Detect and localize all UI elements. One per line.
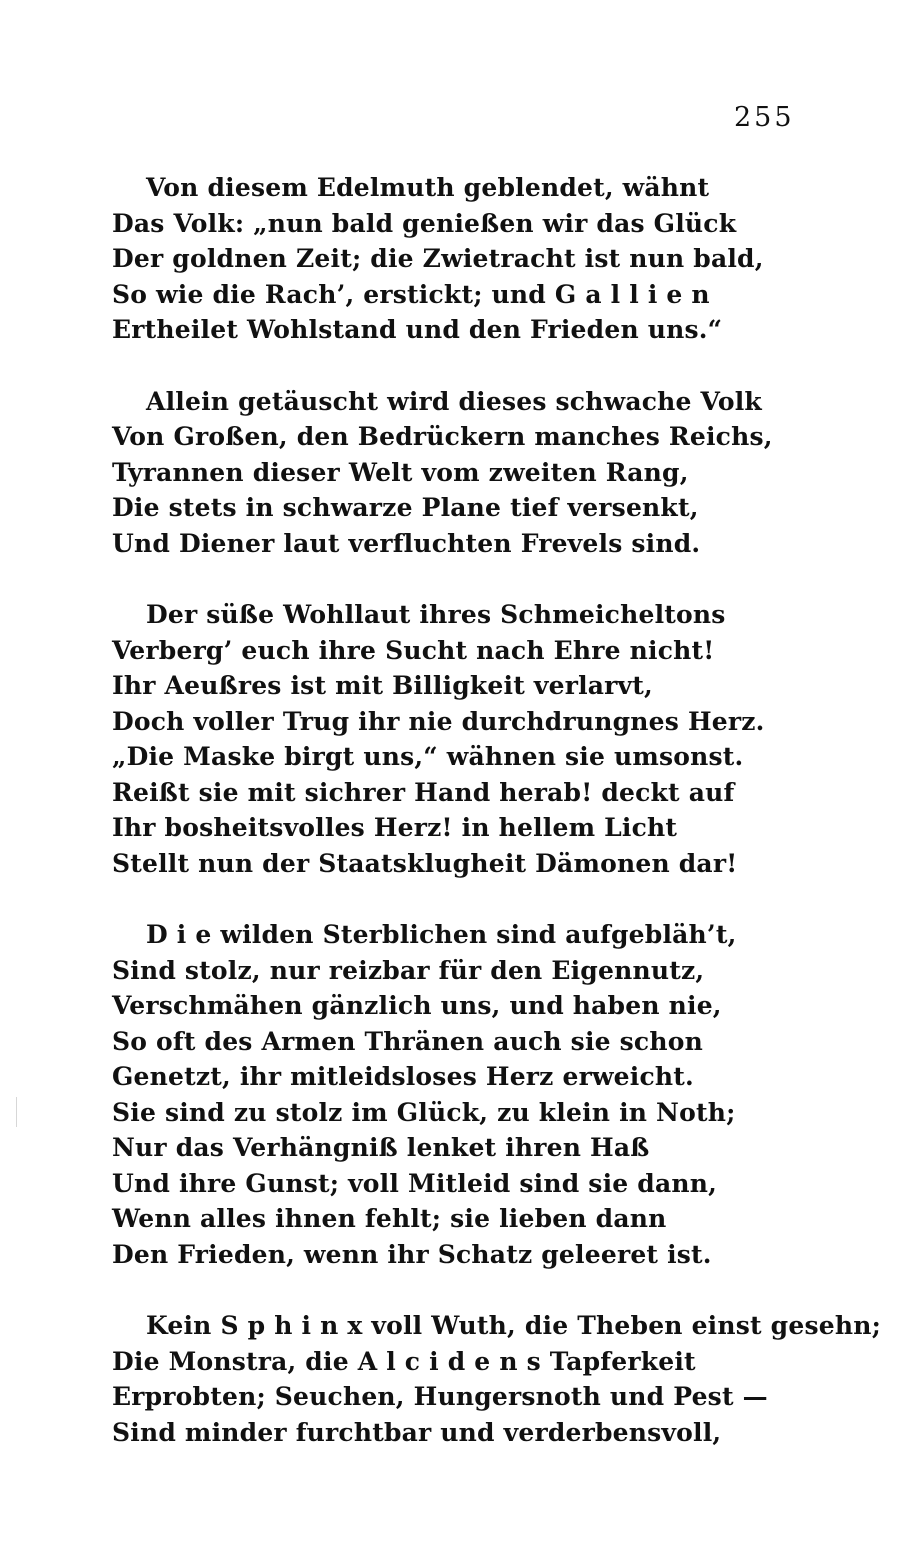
- stanza-3-line-1: Der süße Wohllaut ihres Schmeicheltons: [146, 600, 726, 629]
- stanza-5-line-4: Sind minder furchtbar und verderbensvoll,: [112, 1417, 722, 1447]
- stanza-3-line-7: Ihr bosheitsvolles Herz! in hellem Licht: [112, 813, 678, 842]
- stanza-5: [112, 1308, 882, 1450]
- stanza-1: [112, 170, 842, 348]
- stanza-4-line-2: Sind stolz, nur reizbar für den Eigennutz,: [112, 955, 705, 985]
- stanza-4-line-8: Und ihre Gunst; voll Mitleid sind sie dann,: [112, 1168, 718, 1198]
- stanza-5-line-1: Kein S p h i n x voll Wuth, die Theben einst gesehn;: [146, 1311, 882, 1340]
- stanza-gap: [112, 561, 842, 597]
- stanza-3-line-5: „Die Maske birgt uns,“ wähnen sie umsonst.: [112, 742, 744, 771]
- stanza-2-line-1: Allein getäuscht wird dieses schwache Volk: [146, 386, 762, 416]
- stanza-3-line-6: Reißt sie mit sichrer Hand herab! deckt auf: [112, 777, 735, 807]
- stanza-2-line-4: Die stets in schwarze Plane tief versenkt,: [112, 493, 699, 522]
- faint-margin-mark: [16, 1097, 17, 1127]
- stanza-3-line-8: Stellt nun der Staatsklugheit Dämonen dar!: [112, 848, 738, 878]
- stanza-3-line-2: Verberg’ euch ihre Sucht nach Ehre nicht!: [112, 635, 715, 665]
- stanza-gap: [112, 881, 842, 917]
- stanza-1-line-2: Das Volk: „nun bald genießen wir das Glück: [112, 208, 737, 238]
- stanza-2-line-5: Und Diener laut verfluchten Frevels sind.: [112, 528, 701, 558]
- stanza-1-line-3: Der goldnen Zeit; die Zwietracht ist nun bald,: [112, 244, 764, 273]
- stanza-5-line-2: Die Monstra, die A l c i d e n s Tapferkeit: [112, 1346, 696, 1376]
- poem-text: [112, 170, 882, 1450]
- stanza-4-line-9: Wenn alles ihnen fehlt; sie lieben dann: [112, 1204, 667, 1233]
- stanza-gap: [112, 1272, 842, 1308]
- stanza-3: [112, 597, 842, 881]
- stanza-1-line-5: Ertheilet Wohlstand und den Frieden uns.“: [112, 315, 723, 344]
- stanza-4-line-10: Den Frieden, wenn ihr Schatz geleeret ist.: [112, 1239, 712, 1269]
- stanza-1-line-1: Von diesem Edelmuth geblendet, wähnt: [146, 173, 710, 202]
- stanza-4-line-3: Verschmähen gänzlich uns, und haben nie,: [112, 991, 722, 1020]
- page-number: 255: [734, 102, 795, 133]
- stanza-1-line-4: So wie die Rach’, erstickt; und G a l l i e n: [112, 279, 710, 309]
- stanza-4-line-6: Sie sind zu stolz im Glück, zu klein in Noth;: [112, 1097, 736, 1127]
- stanza-4-line-4: So oft des Armen Thränen auch sie schon: [112, 1026, 703, 1056]
- stanza-4-line-7: Nur das Verhängniß lenket ihren Haß: [112, 1133, 650, 1162]
- stanza-4-line-5: Genetzt, ihr mitleidsloses Herz erweicht.: [112, 1062, 694, 1091]
- stanza-2-line-3: Tyrannen dieser Welt vom zweiten Rang,: [112, 457, 689, 487]
- stanza-gap: [112, 348, 842, 384]
- stanza-4-line-1: D i e wilden Sterblichen sind aufgebläh’t,: [146, 920, 737, 949]
- stanza-2: [112, 384, 842, 562]
- stanza-4: [112, 917, 842, 1272]
- stanza-2-line-2: Von Großen, den Bedrückern manches Reichs,: [112, 422, 773, 451]
- stanza-5-line-3: Erprobten; Seuchen, Hungersnoth und Pest —: [112, 1382, 768, 1411]
- stanza-3-line-3: Ihr Aeußres ist mit Billigkeit verlarvt,: [112, 671, 653, 700]
- stanza-3-line-4: Doch voller Trug ihr nie durchdrungnes Herz.: [112, 706, 765, 736]
